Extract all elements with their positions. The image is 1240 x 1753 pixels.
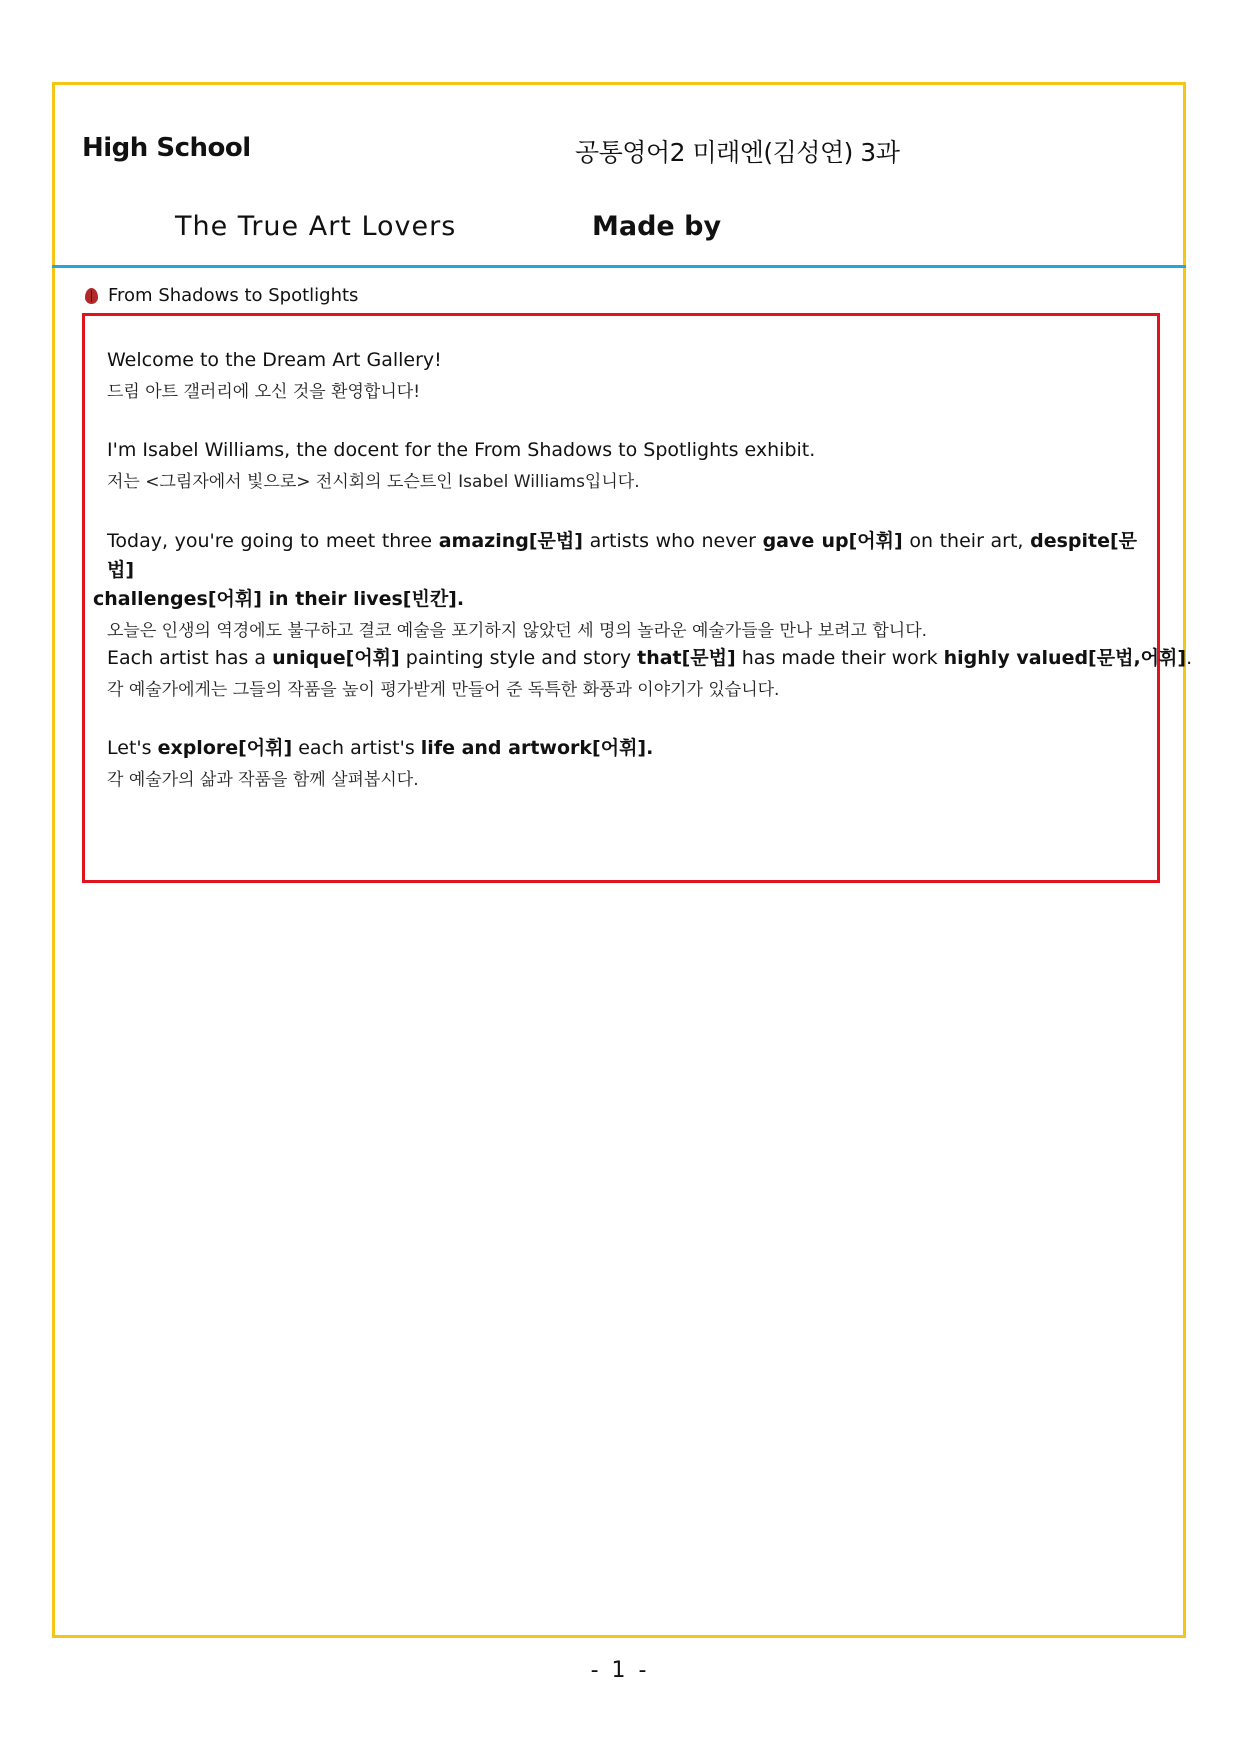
text-run: each artist's [292,737,421,759]
highlight-vocab: explore[어휘] [157,737,293,759]
paragraph-4 [107,644,1193,702]
english-sentence [107,734,1137,763]
highlight-grammar: despite[문법] [107,530,1138,581]
highlight-vocab: life and artwork[어휘]. [420,737,654,759]
english-sentence [107,527,1137,585]
text-run: artists who never [582,530,763,552]
section-heading [85,285,358,306]
school-level: High School [82,133,251,163]
korean-translation: 각 예술가에게는 그들의 작품을 높이 평가받게 만들어 준 독특한 화풍과 이야기가 있습니다. [107,680,780,700]
highlight-grammar: that[문법] [637,647,736,669]
english-sentence: Welcome to the Dream Art Gallery! [107,349,442,371]
text-run: has made their work [735,647,944,669]
paragraph-2 [107,436,1137,494]
korean-translation: 드림 아트 갤러리에 오신 것을 환영합니다! [107,382,421,402]
leaf-bullet-icon [85,288,98,304]
english-sentence-continued [93,585,1137,614]
header-divider [52,265,1186,268]
paragraph-3 [93,527,1138,643]
text-run: Today, you're going to meet three [107,530,439,552]
korean-translation: 저는 <그림자에서 빛으로> 전시회의 도슨트인 Isabel Williams입니다. [107,472,640,492]
korean-translation: 각 예술가의 삶과 작품을 함께 살펴봅시다. [107,770,419,790]
paragraph-1 [107,346,1137,404]
page-frame [52,82,1193,1638]
highlight-grammar: amazing[문법] [438,530,583,552]
highlight-vocab: unique[어휘] [272,647,400,669]
section-label-text: From Shadows to Spotlights [108,285,359,306]
passage-box [82,313,1193,883]
korean-translation: 오늘은 인생의 역경에도 불구하고 결코 예술을 포기하지 않았던 세 명의 놀라운 예술가들을 만나 보려고 합니다. [107,621,928,641]
text-run: Let's [107,737,158,759]
text-run: . [1186,647,1193,669]
text-run: Each artist has a [107,647,273,669]
english-sentence [107,644,1193,673]
english-sentence: I'm Isabel Williams, the docent for the From Shadows to Spotlights exhibit. [107,439,816,461]
made-by-label: Made by [592,211,722,242]
lesson-title: The True Art Lovers [175,211,457,242]
highlight-grammar-vocab: highly valued[문법,어휘] [943,647,1187,669]
highlight-blank: challenges[어휘] in their lives[빈칸]. [93,588,465,610]
text-run: on their art, [902,530,1031,552]
highlight-vocab: gave up[어휘] [762,530,903,552]
paragraph-5 [107,734,1137,792]
textbook-title: 공통영어2 미래엔(김성연) 3과 [575,138,900,167]
text-run: painting style and story [399,647,638,669]
page-number: - 1 - [590,1658,650,1683]
